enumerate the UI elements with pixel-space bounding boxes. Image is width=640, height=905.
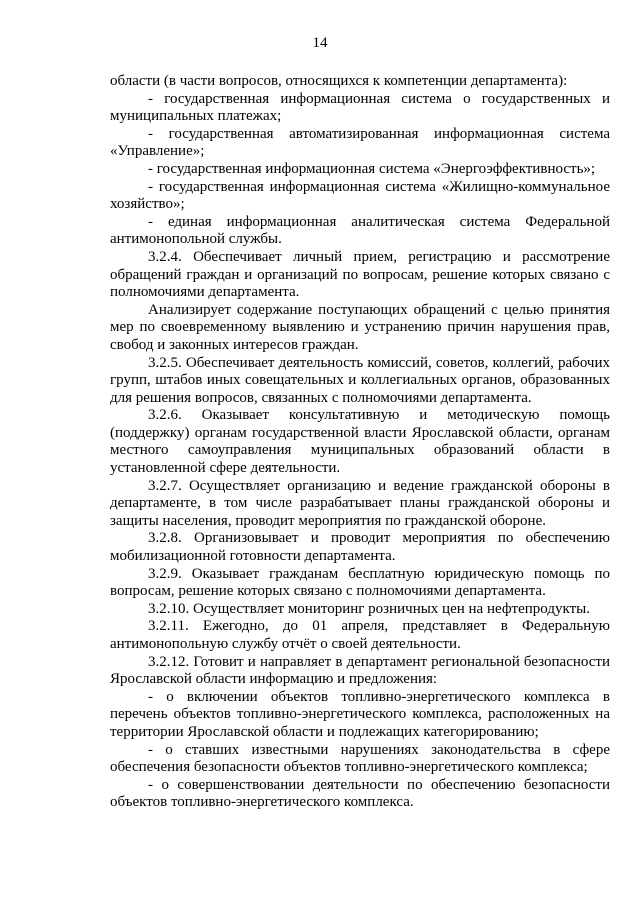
clause-3-2-6: 3.2.6. Оказывает консультативную и методическую помощь (поддержку) органам государственной власти Ярославской области, органам местного самоуправления муниципальных образований области в установленной сфере деятельности. (110, 407, 610, 477)
clause-3-2-7: 3.2.7. Осуществляет организацию и ведение гражданской обороны в департаменте, в том числе разрабатывает планы гражданской обороны и защиты населения, проводит мероприятия по гражданской обороне. (110, 477, 610, 529)
list-item-gas-upravlenie: - государственная автоматизированная информационная система «Управление»; (110, 125, 610, 160)
page-number: 14 (312, 35, 328, 51)
clause-3-2-11: 3.2.11. Ежегодно, до 01 апреля, представляет в Федеральную антимонопольную службу отчёт о своей деятельности. (110, 618, 610, 652)
paragraph-analysis: Анализирует содержание поступающих обращений с целью принятия мер по своевременному выявлению и устранению причин нарушения прав, свобод и законных интересов граждан. (110, 301, 610, 353)
clause-3-2-12: 3.2.12. Готовит и направляет в департамент региональной безопасности Ярославской области информацию и предложения: (110, 653, 610, 688)
document-body (110, 73, 610, 812)
list-item-violations: - о ставших известными нарушениях законодательства в сфере обеспечения безопасности объектов топливно-энергетического комплекса; (110, 741, 610, 776)
list-item-gis-energoeffektivnost: - государственная информационная система «Энергоэффективность»; (148, 160, 596, 177)
clause-3-2-10: 3.2.10. Осуществляет мониторинг розничных цен на нефтепродукты. (148, 600, 590, 617)
clause-3-2-5: 3.2.5. Обеспечивает деятельность комиссий, советов, коллегий, рабочих групп, штабов иных совещательных и коллегиальных органов, образованных для решения вопросов, связанных с полномочиями департамента. (110, 354, 610, 406)
clause-3-2-8: 3.2.8. Организовывает и проводит мероприятия по обеспечению мобилизационной готовности департамента. (110, 530, 610, 565)
list-item-gis-gmp: - государственная информационная система о государственных и муниципальных платежах; (110, 90, 610, 125)
clause-3-2-9: 3.2.9. Оказывает гражданам бесплатную юридическую помощь по вопросам, решение которых связано с полномочиями департамента. (110, 565, 610, 600)
list-item-eias-fas: - единая информационная аналитическая система Федеральной антимонопольной службы. (110, 213, 610, 248)
paragraph-continuation: области (в части вопросов, относящихся к компетенции департамента): (110, 73, 568, 89)
list-item-gis-zhkh: - государственная информационная система «Жилищно-коммунальное хозяйство»; (110, 178, 610, 213)
list-item-inclusion: - о включении объектов топливно-энергетического комплекса в перечень объектов топливно-энергетического комплекса, расположенных на территории Ярославской области и подлежащих категорированию; (110, 688, 610, 740)
list-item-improvement: - о совершенствовании деятельности по обеспечению безопасности объектов топливно-энергетического комплекса. (110, 776, 610, 811)
clause-3-2-4: 3.2.4. Обеспечивает личный прием, регистрацию и рассмотрение обращений граждан и организаций по вопросам, решение которых связано с полномочиями департамента. (110, 248, 610, 301)
